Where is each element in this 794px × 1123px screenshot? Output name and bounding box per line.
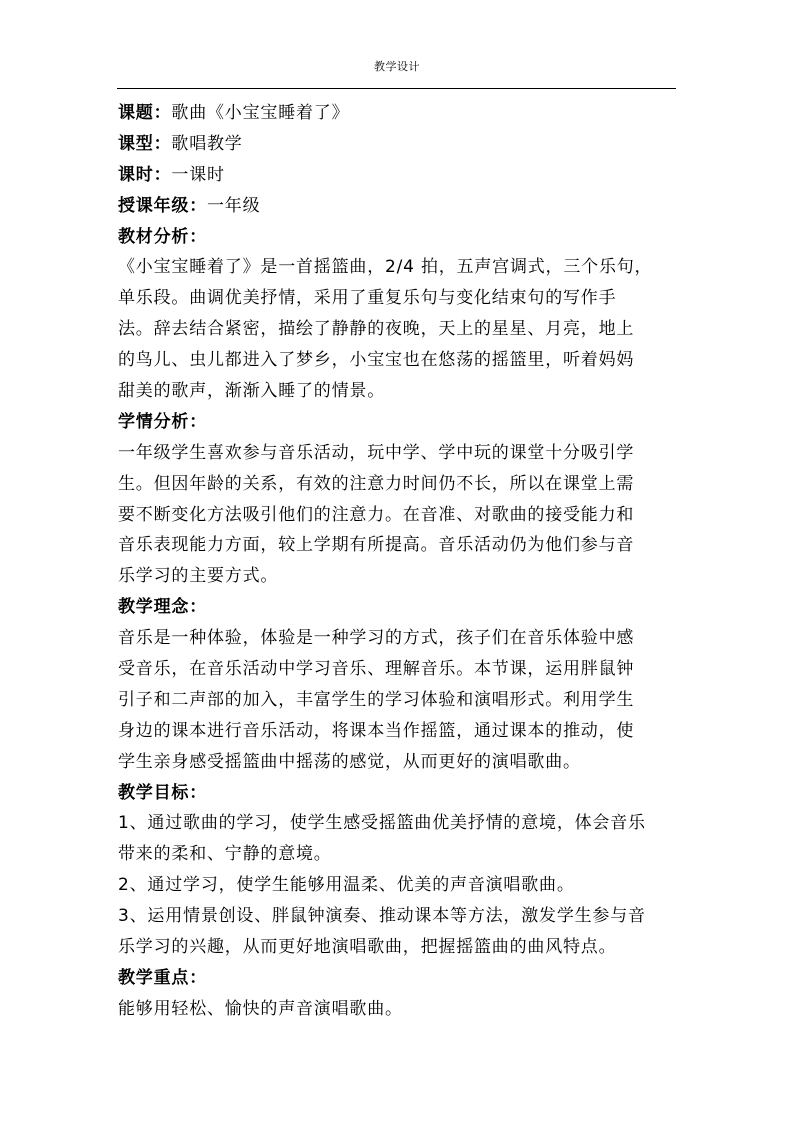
meta-topic-value: 歌曲《小宝宝睡着了》	[171, 103, 350, 123]
section-heading-teaching-focus: 教学重点：	[118, 967, 207, 988]
meta-grade-label: 授课年级：	[118, 195, 207, 216]
section-heading-teaching-philosophy: 教学理念：	[118, 597, 207, 618]
objective-line: 3、运用情景创设、胖鼠钟演奏、推动课本等方法，激发学生参与音	[118, 906, 646, 927]
section-body-teaching-objectives	[118, 808, 678, 962]
section-heading-student-analysis: 学情分析：	[118, 411, 207, 432]
paragraph-line: 受音乐，在音乐活动中学习音乐、理解音乐。本节课，运用胖鼠钟	[118, 659, 635, 680]
objective-line: 1、通过歌曲的学习，使学生感受摇篮曲优美抒情的意境，体会音乐	[118, 813, 646, 834]
paragraph-line: 要不断变化方法吸引他们的注意力。在音准、对歌曲的接受能力和	[118, 504, 635, 525]
section-heading-material-analysis: 教材分析：	[118, 226, 207, 247]
section-body-student-analysis	[118, 438, 678, 592]
meta-grade	[118, 191, 678, 222]
paragraph-line: 引子和二声部的加入，丰富学生的学习体验和演唱形式。利用学生	[118, 689, 635, 710]
paragraph-line: 生。但因年龄的关系，有效的注意力时间仍不长，所以在课堂上需	[118, 473, 635, 494]
section-heading-teaching-objectives: 教学目标：	[118, 782, 207, 803]
paragraph-line: 单乐段。曲调优美抒情，采用了重复乐句与变化结束句的写作手	[118, 288, 617, 309]
objective-line: 2、通过学习，使学生能够用温柔、优美的声音演唱歌曲。	[118, 875, 575, 896]
section-body-material-analysis	[118, 252, 678, 406]
meta-lesson-type-label: 课型：	[118, 133, 172, 154]
paragraph-line: 能够用轻松、愉快的声音演唱歌曲。	[118, 998, 403, 1019]
paragraph-line: 甜美的歌声，渐渐入睡了的情景。	[118, 381, 385, 402]
meta-lesson-type	[118, 129, 678, 160]
meta-periods	[118, 160, 678, 191]
paragraph-line: 的鸟儿、虫儿都进入了梦乡，小宝宝也在悠荡的摇篮里，听着妈妈	[118, 350, 635, 371]
section-body-teaching-focus	[118, 994, 678, 1025]
meta-topic-label: 课题：	[118, 103, 172, 123]
paragraph-line: 身边的课本进行音乐活动，将课本当作摇篮，通过课本的推动，使	[118, 720, 635, 741]
meta-periods-label: 课时：	[118, 164, 172, 185]
page-header-title: 教学设计	[374, 60, 420, 73]
header-divider	[117, 88, 676, 89]
paragraph-line: 音乐是一种体验，体验是一种学习的方式，孩子们在音乐体验中感	[118, 628, 635, 649]
section-body-teaching-philosophy	[118, 623, 678, 777]
paragraph-line: 《小宝宝睡着了》是一首摇篮曲，2/4 拍，五声宫调式，三个乐句，	[118, 257, 653, 278]
meta-periods-value: 一课时	[171, 164, 225, 185]
meta-lesson-type-value: 歌唱教学	[171, 133, 243, 154]
meta-grade-value: 一年级	[207, 195, 261, 216]
document-body	[118, 98, 678, 1025]
paragraph-line: 乐学习的主要方式。	[118, 566, 279, 587]
paragraph-line: 一年级学生喜欢参与音乐活动，玩中学、学中玩的课堂十分吸引学	[118, 442, 635, 463]
objective-line: 带来的柔和、宁静的意境。	[118, 844, 332, 865]
paragraph-line: 法。辞去结合紧密，描绘了静静的夜晚，天上的星星、月亮，地上	[118, 319, 635, 340]
paragraph-line: 音乐表现能力方面，较上学期有所提高。音乐活动仍为他们参与音	[118, 535, 635, 556]
paragraph-line: 学生亲身感受摇篮曲中摇荡的感觉，从而更好的演唱歌曲。	[118, 751, 581, 772]
meta-topic	[118, 98, 678, 129]
objective-line: 乐学习的兴趣，从而更好地演唱歌曲，把握摇篮曲的曲风特点。	[118, 937, 617, 958]
